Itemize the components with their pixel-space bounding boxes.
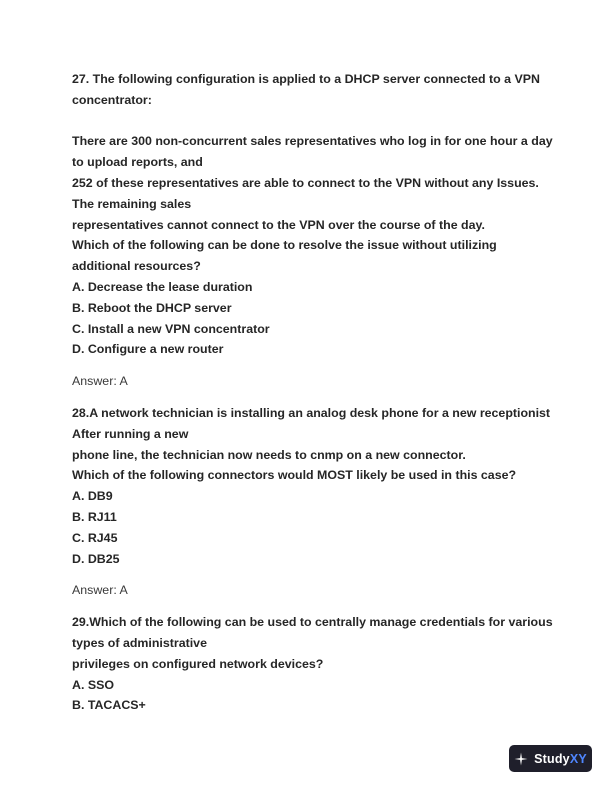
question-27-option-c: C. Install a new VPN concentrator bbox=[72, 321, 270, 336]
question-28-stem-line: After running a new bbox=[72, 426, 189, 441]
question-27-stem-line: 27. The following configuration is applied to a DHCP server connected to a VPN bbox=[72, 72, 540, 86]
question-28-stem-line: 28.A network technician is installing an analog desk phone for a new receptionist bbox=[72, 405, 551, 420]
studyxy-badge[interactable] bbox=[509, 745, 592, 772]
plus-sparkle-icon bbox=[514, 752, 528, 766]
question-27-body-line: additional resources? bbox=[72, 259, 201, 274]
question-27-body-line: to upload reports, and bbox=[72, 155, 203, 170]
question-28-option-c: C. RJ45 bbox=[72, 530, 118, 545]
question-27-answer: Answer: A bbox=[72, 374, 128, 389]
question-29-stem-line: types of administrative bbox=[72, 635, 207, 650]
question-27 bbox=[72, 69, 552, 392]
question-27-option-a: A. Decrease the lease duration bbox=[72, 279, 253, 294]
question-29-option-b: B. TACACS+ bbox=[72, 698, 146, 713]
studyxy-logo-text bbox=[534, 752, 587, 766]
question-28-stem-line: Which of the following connectors would MOST likely be used in this case? bbox=[72, 468, 517, 483]
question-28 bbox=[72, 403, 552, 601]
question-29 bbox=[72, 612, 552, 716]
question-28-answer: Answer: A bbox=[72, 583, 128, 598]
question-27-body-line: representatives cannot connect to the VPN over the course of the day. bbox=[72, 217, 485, 232]
question-29-stem-line: privileges on configured network devices? bbox=[72, 656, 324, 671]
question-27-body-line: 252 of these representatives are able to connect to the VPN without any Issues. bbox=[72, 175, 539, 190]
question-27-stem-line: concentrator: bbox=[72, 92, 152, 107]
question-27-body-line: The remaining sales bbox=[72, 196, 192, 211]
question-27-option-b: B. Reboot the DHCP server bbox=[72, 300, 232, 315]
question-28-option-b: B. RJ11 bbox=[72, 509, 117, 524]
document-page bbox=[72, 69, 552, 716]
question-28-option-a: A. DB9 bbox=[72, 489, 113, 504]
question-28-option-d: D. DB25 bbox=[72, 551, 120, 566]
brand-accent: XY bbox=[569, 751, 587, 766]
question-27-body-line: Which of the following can be done to resolve the issue without utilizing bbox=[72, 238, 497, 253]
question-27-body-line: There are 300 non-concurrent sales representatives who log in for one hour a day bbox=[72, 134, 553, 149]
question-29-option-a: A. SSO bbox=[72, 677, 114, 692]
question-28-stem-line: phone line, the technician now needs to cnmp on a new connector. bbox=[72, 447, 466, 462]
question-29-stem-line: 29.Which of the following can be used to centrally manage credentials for various bbox=[72, 615, 553, 630]
brand-main: Study bbox=[534, 751, 570, 766]
question-27-option-d: D. Configure a new router bbox=[72, 342, 224, 357]
